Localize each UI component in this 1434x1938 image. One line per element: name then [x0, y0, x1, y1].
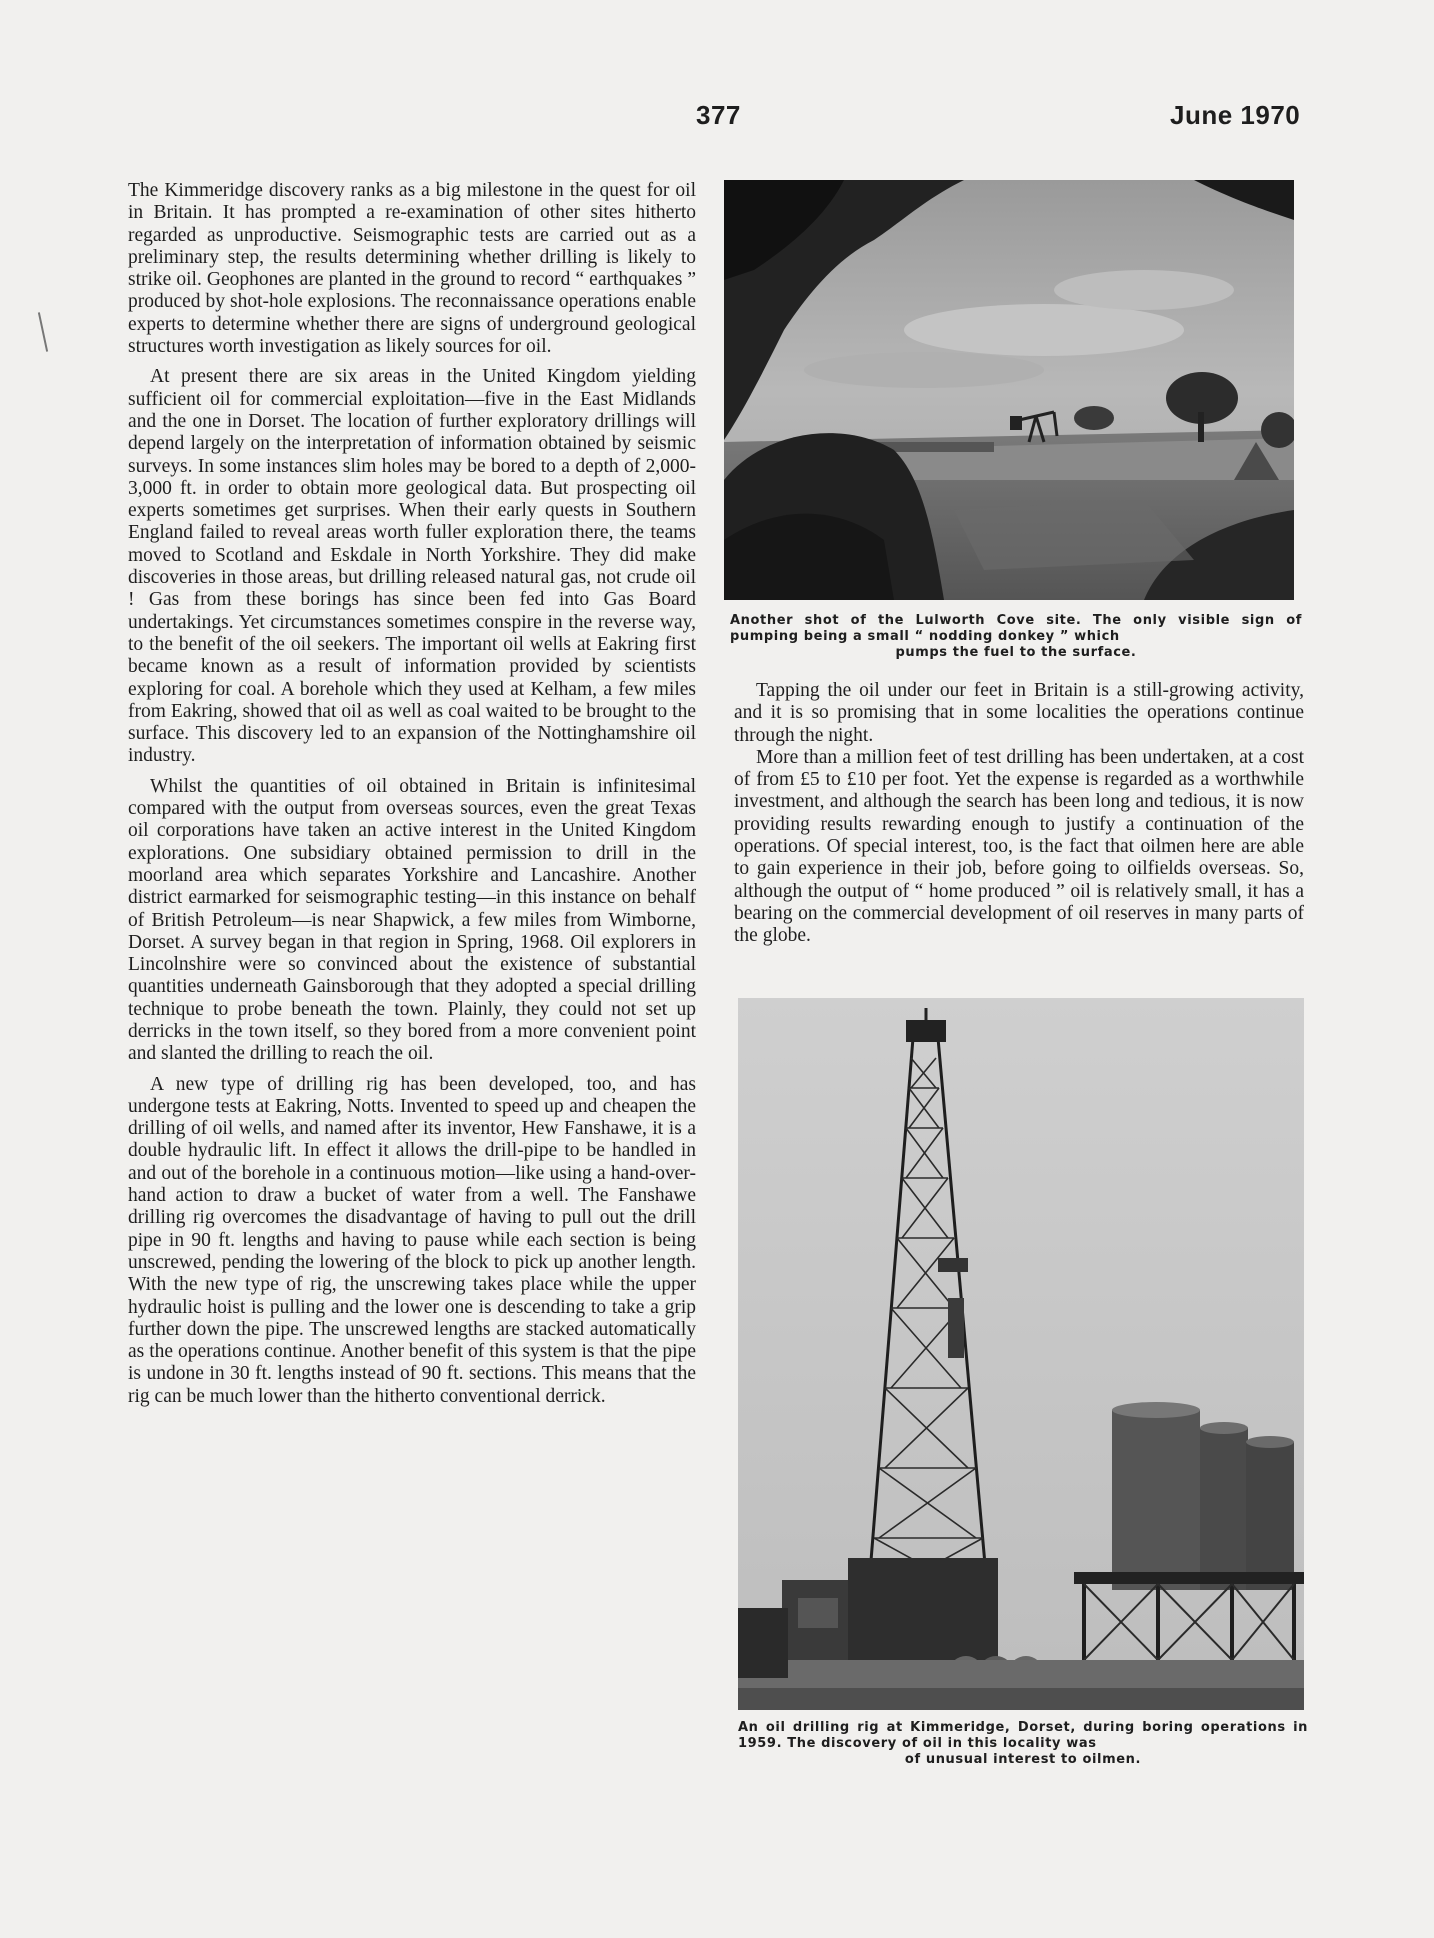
caption-text: Another shot of the Lulworth Cove site. The only visible sign of pumping being a small “ nodding donkey ” which: [730, 613, 1302, 644]
paragraph: Tapping the oil under our feet in Britain is a still-growing activity, and it is so promising that in some localities the operations continue through the night.: [734, 680, 1304, 746]
drilling-rig-photo: [738, 998, 1304, 1710]
left-column: [128, 180, 696, 1416]
margin-mark: [38, 312, 48, 352]
paragraph: More than a million feet of test drilling has been undertaken, at a cost of from £5 to £10 per foot. Yet the expense is regarded as a worthwhile investment, and although the search has been long and tedious, it is now providing results rewarding enough to justify a continuation of the operations. Of special interest, too, is the fact that oilmen here are able to gain experience in their job, before going to oilfields overseas. So, although the output of “ home produced ” oil is relatively small, it has a bearing on the commercial development of oil reserves in many parts of the globe.: [734, 746, 1304, 947]
paragraph: A new type of drilling rig has been developed, too, and has undergone tests at Eakring, Notts. Invented to speed up and cheapen the drilling of oil wells, and named after its inventor, Hew Fanshawe, it is a double hydraulic lift. In effect it allows the drill-pipe to be handled in and out of the borehole in a continuous motion—like using a hand-over-hand action to draw a bucket of water from a well. The Fanshawe drilling rig overcomes the disadvantage of having to pull out the drill pipe in 90 ft. lengths and having to pause while each section is being unscrewed, pending the lowering of the block to pick up another length. With the new type of rig, the unscrewing takes place while the upper hydraulic hoist is pulling and the lower one is descending to take a grip further down the pipe. The unscrewed lengths are stacked automatically as the operations continue. Another benefit of this system is that the pipe is undone in 30 ft. lengths instead of 90 ft. sections. This means that the rig can be much lower than the hitherto conventional derrick.: [128, 1073, 696, 1407]
photo2-caption: [738, 1720, 1308, 1768]
paragraph: At present there are six areas in the United Kingdom yielding sufficient oil for commercial exploitation—five in the East Midlands and the one in Dorset. The location of further exploratory drillings will depend largely on the interpretation of information obtained by seismic surveys. In some instances slim holes may be bored to a depth of 2,000-3,000 ft. in order to obtain more geological data. But prospecting oil experts sometimes get surprises. When their early quests in Southern England failed to reveal areas worth fuller exploration there, the teams moved to Scotland and Eskdale in North Yorkshire. They did make discoveries in those areas, but drilling released natural gas, not crude oil ! Gas from these borings has since been fed into Gas Board undertakings. Yet circumstances sometimes conspire in the reverse way, to the benefit of the oil seekers. The important oil wells at Eakring first became known as a result of information provided by scientists exploring for coal. A borehole which they used at Kelham, a few miles from Eakring, showed that oil as well as coal waited to be brought to the surface. This discovery led to an expansion of the Nottinghamshire oil industry.: [128, 366, 696, 767]
page-number: 377: [696, 100, 741, 130]
paragraph: Whilst the quantities of oil obtained in Britain is infinitesimal compared with the output from overseas sources, even the great Texas oil corporations have taken an active interest in the United Kingdom explorations. One subsidiary obtained permission to drill in the moorland area which separates Yorkshire and Lancashire. Another district earmarked for seismographic testing—in this instance on behalf of British Petroleum—is near Shapwick, a few miles from Wimborne, Dorset. A survey began in that region in Spring, 1968. Oil explorers in Lincolnshire were so convinced about the existence of substantial quantities underneath Gainsborough that they adopted a special drilling technique to probe beneath the town. Plainly, they could not set up derricks in the town itself, so they bored from a more convenient point and slanted the drilling to reach the oil.: [128, 775, 696, 1065]
caption-last-line: of unusual interest to oilmen.: [904, 1752, 1142, 1767]
right-column-text: [734, 680, 1304, 948]
caption-text: An oil drilling rig at Kimmeridge, Dorset, during boring operations in 1959. The discovery of oil in this locality was: [738, 1720, 1308, 1751]
caption-last-line: pumps the fuel to the surface.: [895, 645, 1137, 660]
paragraph: The Kimmeridge discovery ranks as a big milestone in the quest for oil in Britain. It has prompted a re-examination of other sites hitherto regarded as unproductive. Seismographic tests are carried out as a preliminary step, the results determining whether drilling is likely to strike oil. Geophones are planted in the ground to record “ earthquakes ” produced by shot-hole explosions. The reconnaissance operations enable experts to determine whether there are signs of underground geological structures worth investigation as likely sources for oil.: [128, 180, 696, 358]
photo1-caption: [730, 613, 1302, 661]
lulworth-cove-photo: [724, 180, 1294, 600]
issue-date: June 1970: [1170, 100, 1301, 130]
